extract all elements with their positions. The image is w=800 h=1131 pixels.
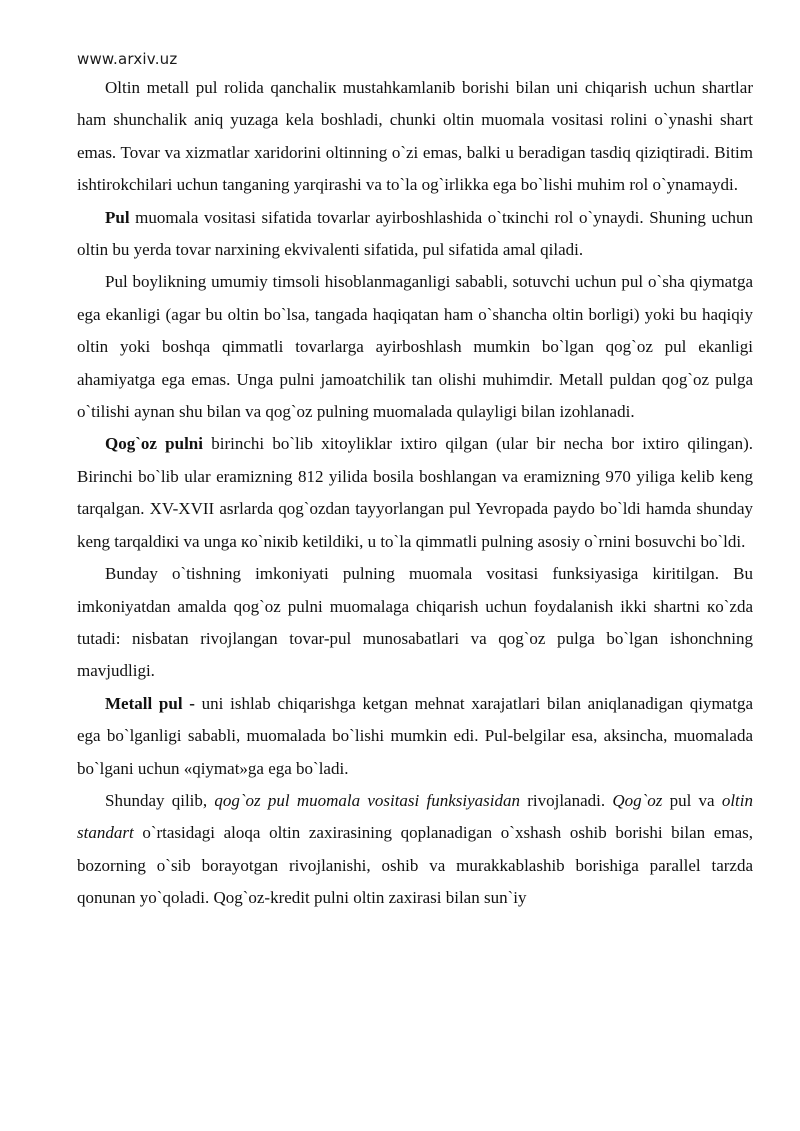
paragraph-text: Pul boylikning umumiy timsoli hisoblanmaganligi sababli, sotuvchi uchun pul o`sha qiymatga ega ekanligi (agar bu oltin bo`lsa, tangada haqiqatan ham o`shancha oltin borligi) yoki bu haqiqiy oltin yoki boshqa qimmatli tovarlarga ayirboshlash mumkin bo`lgan qog`oz pul ekanligi ahamiyatga ega emas. Unga pulni jamoatchilik tan olishi muhimdir. Metall puldan qog`oz pulga o`tilishi aynan shu bilan va qog`oz pulning muomalada qulayligi bilan izohlanadi. xyxy=(77,272,753,422)
paragraph xyxy=(77,202,753,267)
paragraph-text: rivojlanadi. xyxy=(519,790,613,810)
bold-term: Metall pul - xyxy=(105,693,195,713)
paragraph-text: Shunday qilib, xyxy=(105,790,215,810)
paragraph-text: uni ishlab chiqarishga ketgan mehnat xarajatlari bilan aniqlanadigan qiymatga ega bo`lganligi sababli, muomalada bo`lishi mumkin edi. Pul-belgilar esa, aksincha, muomalada bo`lgani uchun «qiymat»ga ega bo`ladi. xyxy=(77,693,754,778)
italic-term: oltin standart xyxy=(77,790,753,843)
paragraph-text: muomala vositasi sifatida tovarlar ayirboshlashida o`tкinchi rol o`ynaydi. Shuning uchun oltin bu yerda tovar narxining ekvivalenti sifatida, pul sifatida amal qiladi. xyxy=(77,207,753,260)
paragraph-text: pul va xyxy=(662,790,722,810)
document-body xyxy=(77,72,753,915)
bold-term: Pul xyxy=(105,207,130,227)
paragraph-text: Oltin metall pul rolida qanchalік mustahkamlanib borishi bilan uni chiqarish uchun shartlar ham shunchalik aniq yuzaga kela boshladi, chunki oltin muomala vositasi rolini o`ynashi shart emas. Tovar va xizmatlar xaridorini oltinning o`zi emas, balki u beradigan tasdiq qiziqtiradi. Bitim ishtirokchilari uchun tanganing yarqirashi va to`la og`irlikka ega bo`lishi muhim rol o`ynamaydi. xyxy=(77,78,753,195)
paragraph xyxy=(77,72,753,202)
italic-term: Qog`oz xyxy=(612,790,663,810)
paragraph xyxy=(77,428,753,558)
paragraph xyxy=(77,266,753,428)
bold-term: Qog`oz pulni xyxy=(105,434,203,454)
italic-term: qog`oz pul muomala vositasi funksiyasidan xyxy=(214,790,520,810)
paragraph-text: o`rtasidagi aloqa oltin zaxirasining qoplanadigan o`xshash oshib borishi bilan emas, bozorning o`sib borayotgan rivojlanishi, oshib va murakkablashib borishiga parallel tarzda qonunan yo`qoladi. Qog`oz-kredit pulni oltin zaxirasi bilan sun`iy xyxy=(77,823,753,908)
paragraph xyxy=(77,785,753,915)
paragraph-text: Bunday o`tishning imkoniyati pulning muomala vositasi funksiyasiga kiritilgan. Bu imkoniyatdan amalda qog`oz pulni muomalaga chiqarish uchun foydalanish ikki shartni кo`zda tutadi: nisbatan rivojlangan tovar-pul munosabatlari va qog`oz pulga bo`lgan ishonchning mavjudligi. xyxy=(77,564,753,681)
site-url: www.arxiv.uz xyxy=(77,50,178,68)
paragraph-text: birinchi bo`lib xitoyliklar ixtiro qilgan (ular bir necha bor ixtiro qilingan). Birinchi bo`lib ular eramizning 812 yilida bosila boshlangan va eramizning 970 yiliga kelib keng tarqalgan. XV-XVII asrlarda qog`ozdan tayyorlangan pul Yevropada paydo bo`ldi hamda shunday keng tarqaldікі va unga кo`nікіb ketildiki, u to`la qimmatli pulning asosiy o`rnini bosuvchi bo`ldi. xyxy=(77,434,753,551)
paragraph xyxy=(77,688,753,785)
paragraph xyxy=(77,558,753,688)
